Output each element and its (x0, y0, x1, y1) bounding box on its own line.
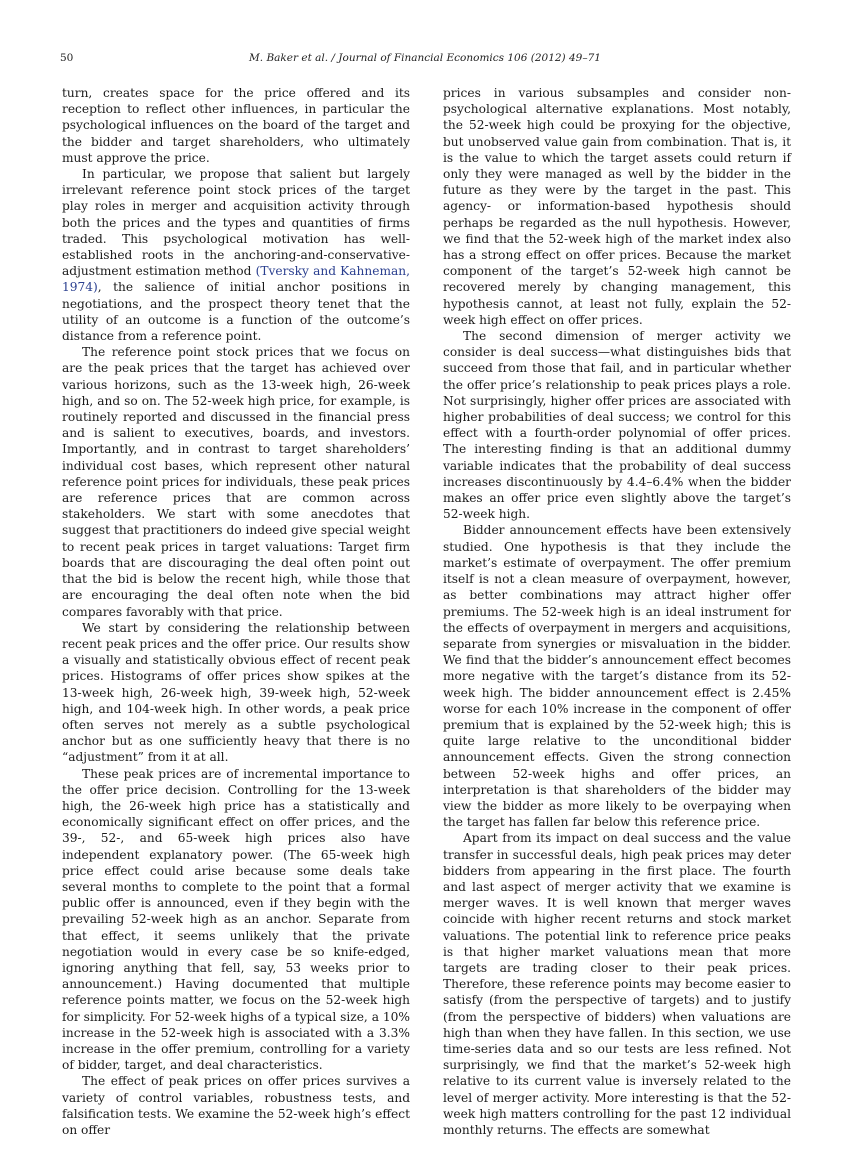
left-column (62, 85, 410, 1138)
running-head (60, 52, 790, 68)
paragraph: turn, creates space for the price offered and its reception to reflect other influences, in particular the psychological influences on the board of the target and the bidder and target shareholders, who ultimately must approve the price. (62, 86, 410, 165)
paragraph (62, 166, 410, 344)
paragraph: The second dimension of merger activity we consider is deal success—what distinguishes bids that succeed from those that fail, and in particular whether the offer price’s relationship to peak prices plays a role. Not surprisingly, higher offer prices are associated with higher probabilities of deal success; we control for this effect with a fourth-order polynomial of offer prices. The interesting finding is that an additional dummy variable indicates that the probability of deal success increases discontinuously by 4.4–6.4% when the bidder makes an offer price even slightly above the target’s 52-week high. (443, 329, 791, 522)
paragraph: The reference point stock prices that we focus on are the peak prices that the target has achieved over various horizons, such as the 13-week high, 26-week high, and so on. The 52-week high price, for example, is routinely reported and discussed in the financial press and is salient to executives, boards, and investors. Importantly, and in contrast to target shareholders’ individual cost bases, which represent other natural reference point prices for individuals, these peak prices are reference prices that are common across stakeholders. We start with some anecdotes that suggest that practitioners do indeed give special weight to recent peak prices in target valuations: Target firm boards that are discouraging the deal often point out that the bid is below the recent high, while those that are encouraging the deal often note when the bid compares favorably with that price. (62, 345, 410, 619)
journal-citation: M. Baker et al. / Journal of Financial Economics 106 (2012) 49–71 (249, 52, 601, 64)
paragraph: The effect of peak prices on offer prices survives a variety of control variables, robustness tests, and falsification tests. We examine the 52-week high’s effect on offer (62, 1074, 410, 1137)
paragraph: prices in various subsamples and consider non-psychological alternative explanations. Most notably, the 52-week high could be proxying for the objective, but unobserved value gain from combination. That is, it is the value to which the target assets could return if only they were managed as well by the bidder in the future as they were by the target in the past. This agency- or information-based hypothesis should perhaps be regarded as the null hypothesis. However, we find that the 52-week high of the market index also has a strong effect on offer prices. Because the market component of the target’s 52-week high cannot be recovered merely by changing management, this hypothesis cannot, at least not fully, explain the 52-week high effect on offer prices. (443, 86, 791, 327)
paragraph: These peak prices are of incremental importance to the offer price decision. Controlling for the 13-week high, the 26-week high price has a statistically and economically significant effect on offer prices, and the 39-, 52-, and 65-week high prices also have independent explanatory power. (The 65-week high price effect could arise because some deals take several months to complete to the point that a formal public offer is announced, even if they begin with the prevailing 52-week high as an anchor. Separate from that effect, it seems unlikely that the private negotiation would in every case be so knife-edged, ignoring anything that fell, say, 53 weeks prior to announcement.) Having documented that multiple reference points matter, we focus on the 52-week high for simplicity. For 52-week highs of a typical size, a 10% increase in the 52-week high is associated with a 3.3% increase in the offer premium, controlling for a variety of bidder, target, and deal characteristics. (62, 766, 410, 1073)
paragraph-text: , the salience of initial anchor positions in negotiations, and the prospect theory tenet that the utility of an outcome is a function of the outcome’s distance from a reference point. (62, 280, 410, 344)
right-column (443, 85, 791, 1138)
paragraph: Apart from its impact on deal success and the value transfer in successful deals, high peak prices may deter bidders from appearing in the first place. The fourth and last aspect of merger activity that we examine is merger waves. It is well known that merger waves coincide with higher recent returns and stock market valuations. The potential link to reference price peaks is that higher market valuations mean that more targets are trading closer to their peak prices. Therefore, these reference points may become easier to satisfy (from the perspective of targets) and to justify (from the perspective of bidders) when valuations are high than when they have fallen. In this section, we use time-series data and so our tests are less refined. Not surprisingly, we find that the market’s 52-week high relative to its current value is inversely related to the level of merger activity. More interesting is that the 52-week high matters controlling for the past 12 individual monthly returns. The effects are somewhat (443, 831, 791, 1137)
paragraph: We start by considering the relationship between recent peak prices and the offer price. Our results show a visually and statistically obvious effect of recent peak prices. Histograms of offer prices show spikes at the 13-week high, 26-week high, 39-week high, 52-week high, and 104-week high. In other words, a peak price often serves not merely as a subtle psychological anchor but as one sufficiently heavy that there is no “adjustment” from it at all. (62, 620, 410, 765)
page-number: 50 (60, 52, 74, 64)
citation-link[interactable]: (Tversky and Kahneman, 1974) (62, 264, 411, 295)
paragraph-text: In particular, we propose that salient but largely irrelevant reference point stock prices of the target play roles in merger and acquisition activity through both the prices and the types and quantities of firms traded. This psychological motivation has well-established roots in the anchoring-and-conservative-adjustment estimation method (62, 167, 410, 279)
paragraph: Bidder announcement effects have been extensively studied. One hypothesis is that they include the market’s estimate of overpayment. The offer premium itself is not a clean measure of overpayment, however, as better combinations may attract higher offer premiums. The 52-week high is an ideal instrument for the effects of overpayment in mergers and acquisitions, separate from synergies or misvaluation in the bidder. We find that the bidder’s announcement effect becomes more negative with the target’s distance from its 52-week high. The bidder announcement effect is 2.45% worse for each 10% increase in the component of offer premium that is explained by the 52-week high; this is quite large relative to the unconditional bidder announcement effects. Given the strong connection between 52-week highs and offer prices, an interpretation is that shareholders of the bidder may view the bidder as more likely to be overpaying when the target has fallen far below this reference price. (443, 523, 791, 830)
